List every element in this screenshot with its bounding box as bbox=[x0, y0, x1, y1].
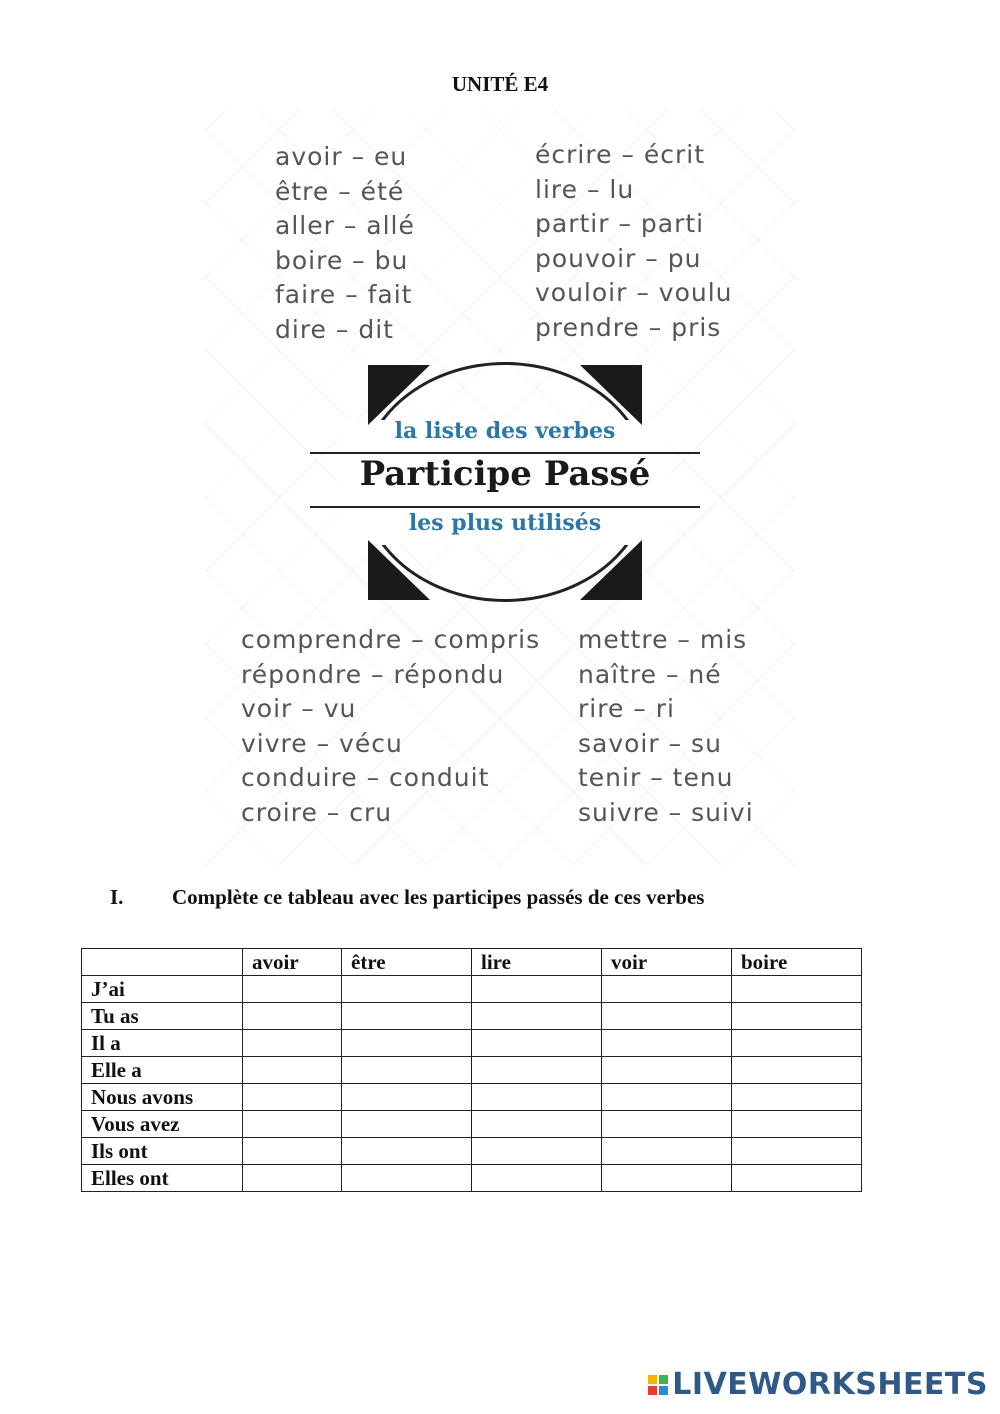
answer-cell[interactable] bbox=[732, 1003, 862, 1030]
verb-pair: conduire – conduit bbox=[241, 763, 490, 792]
corner-triangle bbox=[368, 540, 430, 600]
answer-cell[interactable] bbox=[472, 1030, 602, 1057]
table-row bbox=[82, 1057, 862, 1084]
verb-pair: mettre – mis bbox=[578, 625, 748, 654]
verb-pair: avoir – eu bbox=[275, 142, 408, 171]
answer-cell[interactable] bbox=[243, 1138, 342, 1165]
verb-list-bottom-left bbox=[241, 623, 540, 830]
exercise-number: I. bbox=[110, 885, 124, 909]
answer-cell[interactable] bbox=[243, 1084, 342, 1111]
column-header: boire bbox=[732, 949, 862, 976]
row-header: Nous avons bbox=[82, 1084, 243, 1111]
answer-cell[interactable] bbox=[602, 1165, 732, 1192]
answer-cell[interactable] bbox=[472, 1003, 602, 1030]
answer-cell[interactable] bbox=[243, 1111, 342, 1138]
answer-cell[interactable] bbox=[472, 1165, 602, 1192]
verb-pair: vouloir – voulu bbox=[535, 278, 733, 307]
answer-cell[interactable] bbox=[732, 976, 862, 1003]
answer-cell[interactable] bbox=[243, 1003, 342, 1030]
answer-cell[interactable] bbox=[602, 976, 732, 1003]
answer-cell[interactable] bbox=[472, 976, 602, 1003]
table-row bbox=[82, 1111, 862, 1138]
answer-cell[interactable] bbox=[732, 1057, 862, 1084]
verb-pair: répondre – répondu bbox=[241, 659, 505, 689]
verb-pair: écrire – écrit bbox=[535, 140, 706, 169]
answer-cell[interactable] bbox=[342, 1084, 472, 1111]
table-row bbox=[82, 1165, 862, 1192]
verb-pair: être – été bbox=[275, 176, 405, 206]
answer-cell[interactable] bbox=[342, 1030, 472, 1057]
row-header: J’ai bbox=[82, 976, 243, 1003]
verb-pair: naître – né bbox=[578, 659, 722, 689]
answer-cell[interactable] bbox=[472, 1111, 602, 1138]
verb-pair: dire – dit bbox=[275, 314, 394, 344]
answer-cell[interactable] bbox=[342, 1138, 472, 1165]
row-header: Tu as bbox=[82, 1003, 243, 1030]
row-header: Elles ont bbox=[82, 1165, 243, 1192]
badge-rule bbox=[310, 506, 700, 508]
row-header: Il a bbox=[82, 1030, 243, 1057]
verb-list-bottom-right bbox=[578, 623, 754, 830]
verb-pair: savoir – su bbox=[578, 728, 722, 758]
answer-cell[interactable] bbox=[472, 1057, 602, 1084]
verb-pair: tenir – tenu bbox=[578, 763, 734, 792]
corner-triangle bbox=[580, 365, 642, 425]
column-header: voir bbox=[602, 949, 732, 976]
table-row bbox=[82, 1030, 862, 1057]
answer-cell[interactable] bbox=[602, 1138, 732, 1165]
conjugation-table bbox=[81, 948, 862, 1192]
row-header: Ils ont bbox=[82, 1138, 243, 1165]
poster-badge bbox=[310, 360, 700, 605]
answer-cell[interactable] bbox=[602, 1003, 732, 1030]
answer-cell[interactable] bbox=[243, 976, 342, 1003]
answer-cell[interactable] bbox=[243, 1165, 342, 1192]
verb-pair: comprendre – compris bbox=[241, 625, 541, 654]
answer-cell[interactable] bbox=[342, 1003, 472, 1030]
answer-cell[interactable] bbox=[342, 1111, 472, 1138]
corner-triangle bbox=[580, 540, 642, 600]
answer-cell[interactable] bbox=[732, 1084, 862, 1111]
table-corner-cell bbox=[82, 949, 243, 976]
answer-cell[interactable] bbox=[602, 1030, 732, 1057]
verb-pair: voir – vu bbox=[241, 694, 357, 723]
column-header: avoir bbox=[243, 949, 342, 976]
verb-pair: faire – fait bbox=[275, 280, 413, 309]
answer-cell[interactable] bbox=[342, 976, 472, 1003]
badge-title: Participe Passé bbox=[359, 454, 651, 494]
answer-cell[interactable] bbox=[342, 1165, 472, 1192]
verb-pair: rire – ri bbox=[578, 694, 675, 723]
badge-subtitle-bottom: les plus utilisés bbox=[408, 510, 602, 536]
liveworksheets-logo[interactable] bbox=[648, 1367, 988, 1402]
answer-cell[interactable] bbox=[732, 1165, 862, 1192]
verb-pair: partir – parti bbox=[535, 209, 705, 238]
column-header: lire bbox=[472, 949, 602, 976]
verb-pair: boire – bu bbox=[275, 245, 409, 275]
answer-cell[interactable] bbox=[602, 1057, 732, 1084]
participe-passe-poster bbox=[205, 110, 795, 865]
page-title: UNITÉ E4 bbox=[451, 72, 549, 96]
table-row bbox=[82, 1003, 862, 1030]
answer-cell[interactable] bbox=[243, 1030, 342, 1057]
logo-text: LIVEWORKSHEETS bbox=[672, 1367, 988, 1402]
exercise-instruction bbox=[110, 885, 704, 910]
verb-list-top-left bbox=[275, 140, 415, 347]
row-header: Elle a bbox=[82, 1057, 243, 1084]
table-header-row bbox=[82, 949, 862, 976]
table-row bbox=[82, 976, 862, 1003]
answer-cell[interactable] bbox=[472, 1084, 602, 1111]
exercise-instruction-text: Complète ce tableau avec les participes passés de ces verbes bbox=[172, 885, 705, 909]
table-row bbox=[82, 1138, 862, 1165]
column-header: être bbox=[342, 949, 472, 976]
table-row bbox=[82, 1084, 862, 1111]
answer-cell[interactable] bbox=[732, 1030, 862, 1057]
liveworksheets-logo-icon bbox=[648, 1375, 668, 1395]
answer-cell[interactable] bbox=[602, 1084, 732, 1111]
corner-triangle bbox=[368, 365, 430, 425]
answer-cell[interactable] bbox=[602, 1111, 732, 1138]
verb-pair: lire – lu bbox=[535, 174, 635, 204]
verb-pair: vivre – vécu bbox=[241, 728, 403, 758]
answer-cell[interactable] bbox=[732, 1111, 862, 1138]
answer-cell[interactable] bbox=[732, 1138, 862, 1165]
answer-cell[interactable] bbox=[342, 1057, 472, 1084]
badge-subtitle-top: la liste des verbes bbox=[394, 418, 616, 444]
answer-cell[interactable] bbox=[472, 1138, 602, 1165]
verb-pair: pouvoir – pu bbox=[535, 243, 702, 273]
verb-list-top-right bbox=[535, 138, 733, 345]
verb-pair: croire – cru bbox=[241, 797, 393, 827]
row-header: Vous avez bbox=[82, 1111, 243, 1138]
verb-pair: aller – allé bbox=[275, 211, 415, 240]
answer-cell[interactable] bbox=[243, 1057, 342, 1084]
verb-pair: suivre – suivi bbox=[578, 797, 754, 827]
verb-pair: prendre – pris bbox=[535, 312, 722, 342]
